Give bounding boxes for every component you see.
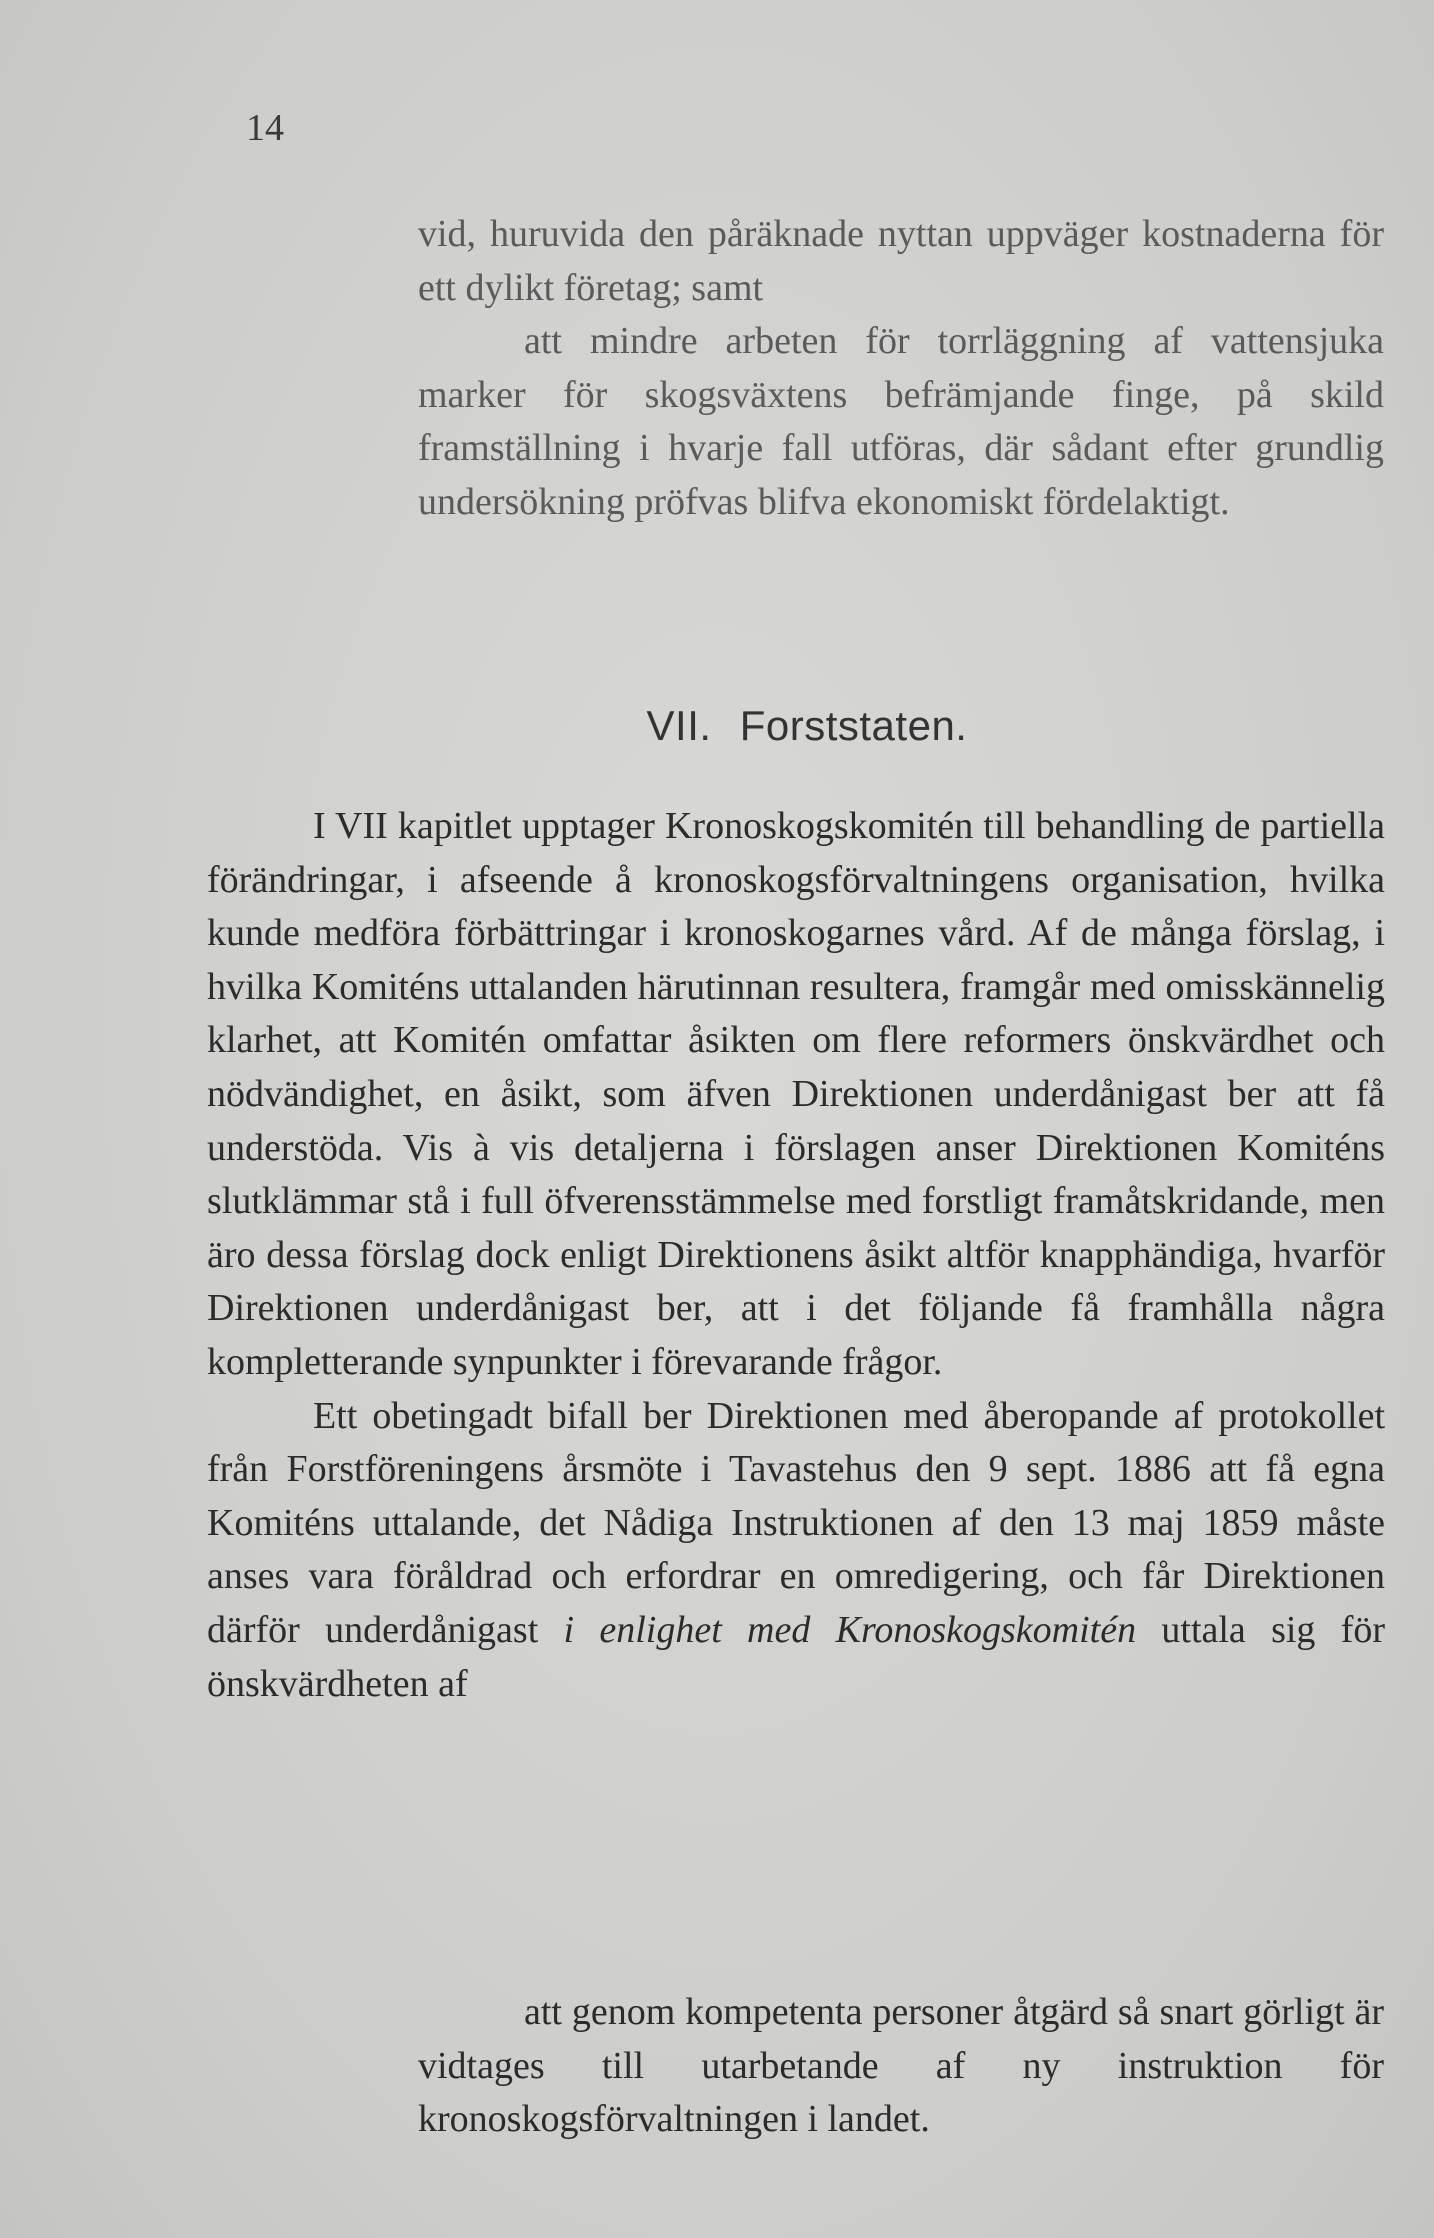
paragraph-2-end: uttala sig för önskvärdheten af bbox=[207, 1608, 1386, 1705]
paragraph-2-start: Ett obetingadt bifall ber Direktionen med åberopande af protokollet från Forstföreningens årsmöte i Tavastehus den 9 sept. 1886 att få egna Komiténs uttalande, det Nådiga Instruktionen af den 13 maj 1859 måste anses vara föråldrad och erfordrar en omredigering, och får Direktionen därför underdånigast bbox=[207, 1394, 1385, 1651]
main-text bbox=[207, 800, 1385, 1711]
paragraph-1: I VII kapitlet upptager Kronoskogskomitén till behandling de partiella förändringar, i afseende å kronoskogsförvaltningens organisation, hvilka kunde medföra förbättringar i kronoskogarnes vård. Af de många förslag, i hvilka Komiténs uttalanden härutinnan resultera, framgår med omisskännelig klarhet, att Komitén omfattar åsikten om flere reformers önskvärdhet och nödvändighet, en åsikt, som äfven Direktionen underdånigast ber att få understöda. Vis à vis detaljerna i förslagen anser Direktionen Komiténs slutklämmar stå i full öfverensstämmelse med forstligt framåtskridande, men äro dessa förslag dock enligt Direktionens åsikt altför knapphändiga, hvarför Direktionen underdånigast ber, att i det följande få framhålla några kompletterande synpunkter i förevarande frågor. bbox=[207, 805, 1385, 1383]
section-numeral: VII. bbox=[646, 702, 712, 749]
section-heading bbox=[0, 702, 1434, 750]
paragraph-2 bbox=[207, 1390, 1385, 1712]
intro-list bbox=[418, 208, 1384, 530]
page-number: 14 bbox=[246, 107, 284, 149]
intro-item-2: att mindre arbeten för torrläggning af vattensjuka marker för skogsväxtens befrämjande finge, på skild framställning i hvarje fall utföras, där sådant efter grundlig undersökning pröfvas blifva ekonomiskt fördelaktigt. bbox=[418, 320, 1384, 523]
section-title: Forststaten. bbox=[739, 702, 968, 749]
resolution-text bbox=[418, 1986, 1384, 2147]
intro-item-1: vid, huruvida den påräknade nyttan uppväger kostnaderna för ett dylikt företag; samt bbox=[418, 213, 1384, 309]
resolution-item: att genom kompetenta personer åtgärd så snart görligt är vidtages till utarbetande af ny instruktion för kronoskogsförvaltningen i landet. bbox=[418, 1991, 1384, 2141]
paragraph-2-italic: i enlighet med Kronoskogskomitén bbox=[563, 1608, 1137, 1651]
